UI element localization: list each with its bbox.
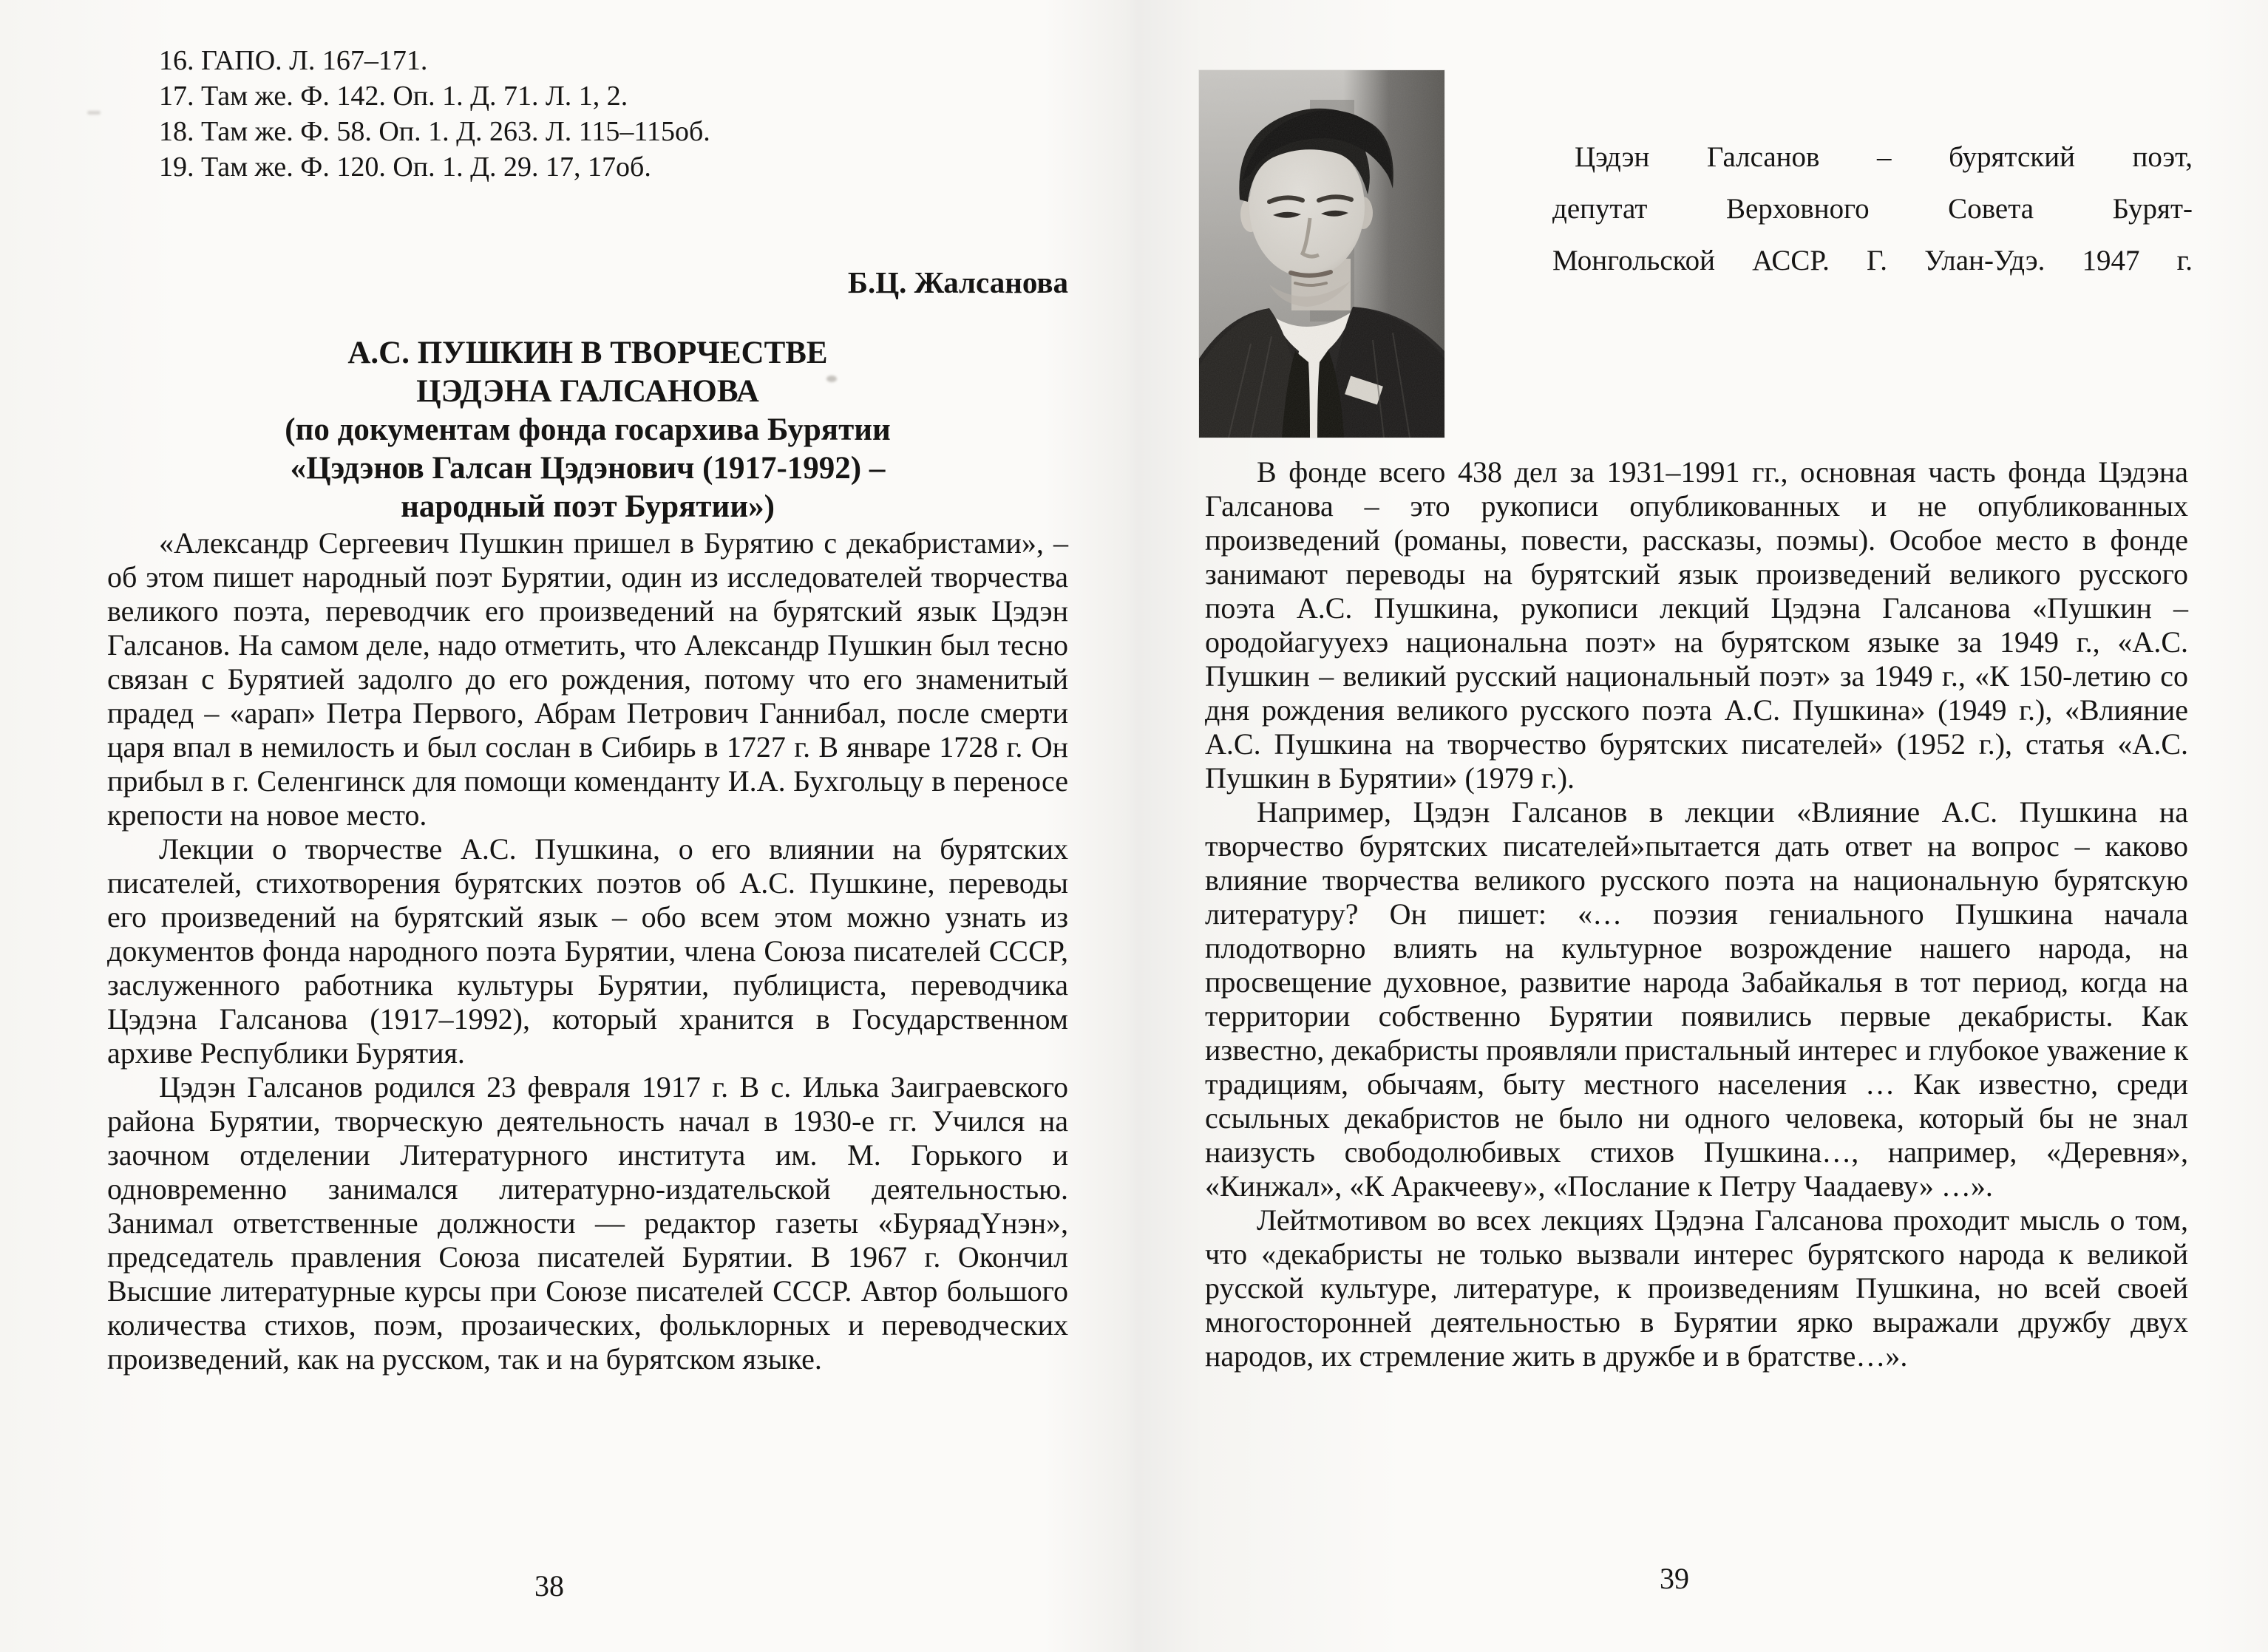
photo-caption-line: Цэдэн Галсанов – бурятский поэт, xyxy=(1575,141,2193,173)
photo-caption-line: Монгольской АССР. Г. Улан-Удэ. 1947 г. xyxy=(1552,245,2193,276)
references-list xyxy=(159,43,1076,185)
reference-line: 17. Там же. Ф. 142. Оп. 1. Д. 71. Л. 1, 2. xyxy=(159,81,628,112)
scan-artifact-speck xyxy=(826,375,837,382)
body-paragraph: Например, Цэдэн Галсанов в лекции «Влияние А.С. Пушкина на творчество бурятских писателей»пытается дать ответ на вопрос – каково влияние творчества великого русского поэта на национальную бурятскую литературу? Он пишет: «… поэзия гениального Пушкина начала плодотворно влиять на культурное возрождение нашего народа, на просвещение духовное, развитие народа Забайкалья в тот период, когда на территории собственно Бурятии появились первые декабристы. Как известно, декабристы проявляли пристальный интерес и глубокое уважение к традициям, обычаям, быту местного населения … Как известно, среди ссыльных декабристов не было ни одного человека, который бы не знал наизусть свободолюбивых стихов Пушкина…, например, «Деревня», «Кинжал», «К Аракчееву», «Послание к Петру Чаадаеву» …». xyxy=(1205,795,2188,1203)
article-title-line: ЦЭДЭНА ГАЛСАНОВА xyxy=(416,374,759,409)
portrait-photo xyxy=(1199,70,1444,438)
page-number-left: 38 xyxy=(534,1569,564,1602)
left-page-body xyxy=(107,526,1068,1376)
portrait-photo-image xyxy=(1199,70,1444,438)
page-number-right: 39 xyxy=(1660,1562,1689,1595)
reference-line: 18. Там же. Ф. 58. Оп. 1. Д. 263. Л. 115–115об. xyxy=(159,116,710,147)
body-paragraph: Лейтмотивом во всех лекциях Цэдэна Галсанова проходит мысль о том, что «декабристы не только вызвали интерес бурятского народа к великой русской культуре, литературе, к произведениям Пушкина, но всей своей многосторонней деятельностью в Бурятии ярко выражали дружбу двух народов, их стремление жить в дружбе и в братстве…». xyxy=(1205,1203,2188,1373)
photo-caption-line: депутат Верховного Совета Бурят- xyxy=(1552,193,2193,225)
body-paragraph: Цэдэн Галсанов родился 23 февраля 1917 г. В с. Илька Заиграевского района Бурятии, творческую деятельность начал в 1930-е гг. Учился на заочном отделении Литературного института им. М. Горького и одновременно занимался литературно-издательской деятельностью. Занимал ответственные должности — редактор газеты «БуряадҮнэн», председатель правления Союза писателей Бурятии. В 1967 г. Окончил Высшие литературные курсы при Союзе писателей СССР. Автор большого количества стихов, поэм, прозаических, фольклорных и переводческих произведений, как на русском, так и на бурятском языке. xyxy=(107,1070,1068,1376)
article-title-line: «Цэдэнов Галсан Цэдэнович (1917-1992) – xyxy=(290,451,886,486)
right-page-body xyxy=(1205,455,2188,1373)
reference-line: 16. ГАПО. Л. 167–171. xyxy=(159,45,428,76)
reference-line: 19. Там же. Ф. 120. Оп. 1. Д. 29. 17, 17об. xyxy=(159,152,651,183)
article-title xyxy=(107,334,1068,526)
photo-caption xyxy=(1552,132,2193,287)
article-title-line: (по документам фонда госархива Бурятии xyxy=(285,412,891,447)
body-paragraph: В фонде всего 438 дел за 1931–1991 гг., основная часть фонда Цэдэна Галсанова – это рукописи опубликованных и не опубликованных произведений (романы, повести, рассказы, поэмы). Особое место в фонде занимают переводы на бурятский язык произведений великого русского поэта А.С. Пушкина, рукописи лекций Цэдэна Галсанова «Пушкин – ородойагууехэ национальна поэт» на бурятском языке за 1949 г., «А.С. Пушкин – великий русский национальный поэт» за 1949 г., «К 150-летию со дня рождения великого русского поэта А.С. Пушкина» (1949 г.), «Влияние А.С. Пушкина на творчество бурятских писателей» (1952 г.), статья «А.С. Пушкин в Бурятии» (1979 г.). xyxy=(1205,455,2188,795)
article-title-line: А.С. ПУШКИН В ТВОРЧЕСТВЕ xyxy=(347,336,828,370)
author-byline: Б.Ц. Жалсанова xyxy=(847,265,1068,299)
body-paragraph: Лекции о творчестве А.С. Пушкина, о его влиянии на бурятских писателей, стихотворения бурятских поэтов об А.С. Пушкине, переводы его произведений на бурятский язык – обо всем этом можно узнать из документов фонда народного поэта Бурятии, члена Союза писателей СССР, заслуженного работника культуры Бурятии, публициста, переводчика Цэдэна Галсанова (1917–1992), который хранится в Государственном архиве Республики Бурятия. xyxy=(107,832,1068,1070)
right-page xyxy=(1134,0,2268,1652)
article-title-line: народный поэт Бурятии») xyxy=(401,489,775,524)
body-paragraph: «Александр Сергеевич Пушкин пришел в Бурятию с декабристами», – об этом пишет народный поэт Бурятии, один из исследователей творчества великого поэта, переводчик его произведений на бурятский язык Цэдэн Галсанов. На самом деле, надо отметить, что Александр Пушкин был тесно связан с Бурятией задолго до его рождения, потому что его знаменитый прадед – «арап» Петра Первого, Абрам Петрович Ганнибал, после смерти царя впал в немилость и был сослан в Сибирь в 1727 г. В январе 1728 г. Он прибыл в г. Селенгинск для помощи коменданту И.А. Бухгольцу в переносе крепости на новое место. xyxy=(107,526,1068,832)
scan-artifact-speck xyxy=(87,111,101,115)
